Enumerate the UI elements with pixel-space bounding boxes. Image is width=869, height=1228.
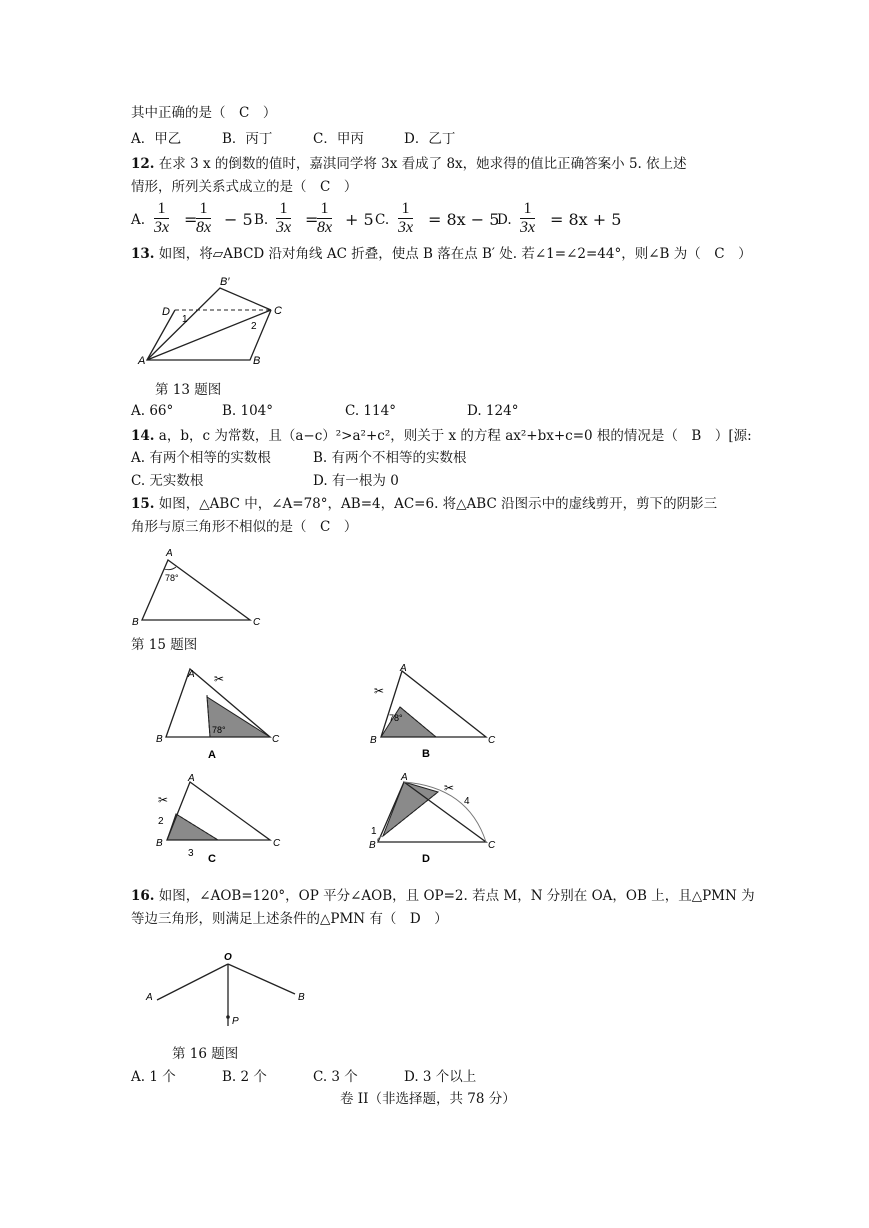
q15-figd-label-1: 1 [371,826,377,837]
q15-figd-scissors-icon: ✂ [444,781,455,795]
q15-figb-caption: B [422,748,430,760]
q12-text-1: 在求 3 x 的倒数的值时，嘉淇同学将 3x 看成了 8x，她求得的值比正确答案小 5. 依上述 [158,156,687,172]
q14-option-a: A. 有两个相等的实数根 [131,450,271,466]
q13-option-c: C. 114° [345,403,396,419]
q12-option-d-label: D. [497,212,512,228]
q14-number: 14. [131,428,155,444]
q11-option-d: D．乙丁 [404,131,456,147]
q12-a-frac2: $\frac{1}{8x}$ [196,200,212,236]
q13-label-c: C [274,305,282,317]
q15-figc-scissors-icon: ✂ [158,793,169,807]
q11-option-a: A．甲乙 [131,131,182,147]
q12-b-plus: + 5 [345,210,374,229]
q13-option-d: D. 124° [467,403,519,419]
q16-line1 [131,887,755,905]
q15-main-triangle [128,545,268,630]
q12-line2: 情形，所列关系式成立的是（ C ） [131,179,358,195]
q13-line [131,245,752,263]
q15-line1 [131,495,717,513]
q12-a-frac1: $\frac{1}{3x}$ [154,200,170,236]
q12-b-eq: = [305,210,319,229]
q15-text-1: 如图，△ABC 中，∠A=78°，AB=4，AC=6. 将△ABC 沿图示中的虚线剪开，剪下的阴影三 [158,496,718,512]
q14-line [131,427,752,445]
q15-figc-label-a: A [188,773,195,784]
q12-b-frac1: $\frac{1}{3x}$ [276,200,292,236]
answer-line: 其中正确的是（ C ） [131,105,277,121]
q16-angle-figure [140,948,320,1038]
q13-parallelogram-figure [135,272,295,372]
q12-line1 [131,155,687,173]
q11-option-b: B．丙丁 [222,131,273,147]
q12-option-c-label: C. [375,212,390,228]
q15-figb-label-c: C [488,735,496,746]
q15-figure-c [150,772,290,867]
q15-figc-caption: C [208,853,216,865]
q15-main-label-c: C [253,617,261,628]
q15-figa-label-angle: 78° [212,725,226,735]
q15-figd-label-a: A [401,772,408,783]
q15-figd-caption: D [422,853,430,865]
q16-option-d: D. 3 个以上 [404,1069,477,1085]
q15-main-label-b: B [132,617,139,628]
q16-option-c: C. 3 个 [313,1069,358,1085]
q12-number: 12. [131,156,155,172]
q15-figc-label-3: 3 [188,848,194,859]
q15-caption: 第 15 题图 [131,637,198,653]
q15-figa-label-b: B [156,734,163,745]
q12-c-eq: = 8x − 5 [428,210,500,229]
q15-figa-caption: A [208,749,216,761]
q13-text: 如图，将▱ABCD 沿对角线 AC 折叠，使点 B 落在点 B′ 处. 若∠1=∠2=44°，则∠B 为（ C ） [158,246,752,262]
q15-main-label-a: A [166,548,173,559]
q16-label-a: A [146,992,153,1003]
q12-d-eq: = 8x + 5 [550,210,622,229]
q15-number: 15. [131,496,155,512]
q12-option-a-label: A. [131,212,146,228]
q15-main-label-angle: 78° [165,573,179,583]
q15-figb-scissors-icon: ✂ [374,684,385,698]
q15-figa-scissors-icon: ✂ [214,672,225,686]
q11-option-c: C．甲丙 [313,131,364,147]
q16-label-b: B [298,992,305,1003]
q13-label-angle2: 2 [251,321,257,332]
q13-label-a: A [138,355,146,367]
q12-a-eq: = [184,210,198,229]
q16-label-p: P [232,1016,239,1027]
q14-option-d: D. 有一根为 0 [313,473,399,489]
q12-d-frac: $\frac{1}{3x}$ [520,200,536,236]
q14-option-b: B. 有两个不相等的实数根 [313,450,467,466]
q16-option-a: A. 1 个 [131,1069,176,1085]
q13-caption: 第 13 题图 [155,382,222,398]
q15-figure-d [368,772,508,867]
q16-caption: 第 16 题图 [172,1046,239,1062]
q15-figa-label-c: C [272,734,280,745]
q16-number: 16. [131,888,155,904]
q12-b-frac2: $\frac{1}{8x}$ [317,200,333,236]
q13-label-d: D [162,306,170,318]
q16-text-1: 如图，∠AOB=120°，OP 平分∠AOB，且 OP=2. 若点 M，N 分别在 OA，OB 上，且△PMN 为 [158,888,755,904]
q12-c-frac: $\frac{1}{3x}$ [398,200,414,236]
q13-option-a: A. 66° [131,403,174,419]
q15-figd-label-b: B [369,840,376,851]
q15-figb-label-angle: 78° [389,713,403,723]
q15-figd-label-4: 4 [464,796,470,807]
q14-text: a，b，c 为常数，且（a−c）²>a²+c²，则关于 x 的方程 ax²+bx+c=0 根的情况是（ B ）[源: [158,428,752,444]
q16-line2: 等边三角形，则满足上述条件的△PMN 有（ D ） [131,911,448,927]
q16-option-b: B. 2 个 [222,1069,267,1085]
q15-figc-label-c: C [273,838,281,849]
section-title: 卷 II（非选择题，共 78 分） [340,1091,516,1107]
q15-figc-label-b: B [156,838,163,849]
q15-figb-label-a: A [400,663,407,674]
q13-label-b: B [253,355,261,367]
q13-label-bprime: B′ [220,276,230,288]
q15-figb-label-b: B [370,735,377,746]
q15-line2: 角形与原三角形不相似的是（ C ） [131,519,358,535]
q13-number: 13. [131,246,155,262]
q12-option-b-label: B. [254,212,269,228]
q15-figd-label-c: C [488,840,496,851]
q15-figa-label-a: A [188,669,195,680]
q14-option-c: C. 无实数根 [131,473,204,489]
q13-option-b: B. 104° [222,403,274,419]
q16-label-o: O [224,952,232,963]
q15-figc-label-2: 2 [158,816,164,827]
q15-figure-a [150,665,290,765]
q12-a-minus: − 5 [224,210,253,229]
q13-label-angle1: 1 [182,314,188,325]
q15-figure-b [368,663,498,763]
